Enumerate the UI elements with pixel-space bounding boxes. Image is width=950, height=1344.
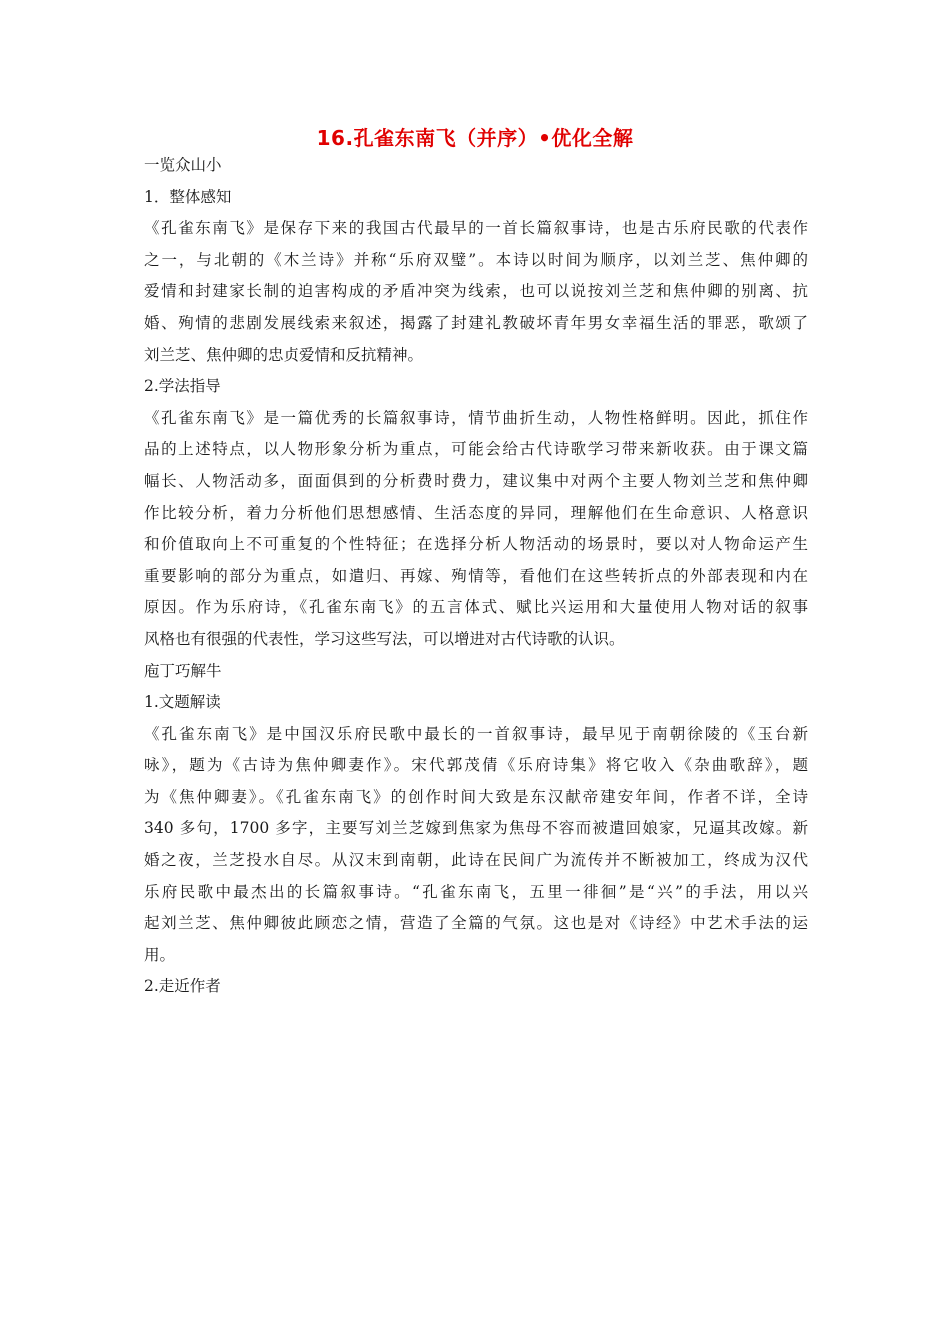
paragraph-line: 《孔雀东南飞》是中国汉乐府民歌中最长的一首叙事诗，最早见于南朝徐陵的《玉台新: [144, 724, 808, 743]
paragraph-line: 乐府民歌中最杰出的长篇叙事诗。“孔雀东南飞，五里一徘徊”是“兴”的手法，用以兴: [144, 882, 808, 901]
subheading-title-interpretation: 1.文题解读: [144, 693, 221, 712]
paragraph-line: 用。: [144, 945, 176, 964]
paragraph-line: 《孔雀东南飞》是一篇优秀的长篇叙事诗，情节曲折生动，人物性格鲜明。因此，抓住作: [144, 408, 808, 427]
paragraph-line: 刘兰芝、焦仲卿的忠贞爱情和反抗精神。: [144, 345, 424, 364]
paragraph-line: 之一，与北朝的《木兰诗》并称“乐府双璧”。本诗以时间为顺序，以刘兰芝、焦仲卿的: [144, 250, 808, 269]
subheading-about-author: 2.走近作者: [144, 977, 221, 996]
paragraph-line: 品的上述特点，以人物形象分析为重点，可能会给古代诗歌学习带来新收获。由于课文篇: [144, 440, 808, 459]
paragraph-line: 和价值取向上不可重复的个性特征；在选择分析人物活动的场景时，要以对人物命运产生: [144, 535, 808, 554]
paragraph-line: 风格也有很强的代表性，学习这些写法，可以增进对古代诗歌的认识。: [144, 629, 625, 648]
paragraph-line: 幅长、人物活动多，面面俱到的分析费时费力，建议集中对两个主要人物刘兰芝和焦仲卿: [144, 471, 808, 490]
document-body: [144, 150, 808, 1003]
paragraph-line: 340 多句，1700 多字，主要写刘兰芝嫁到焦家为焦母不容而被遣回娘家，兄逼其改嫁。新: [144, 819, 808, 838]
subheading-overall-perception: 1．整体感知: [144, 187, 232, 206]
paragraph-line: 起刘兰芝、焦仲卿彼此顾恋之情，营造了全篇的气氛。这也是对《诗经》中艺术手法的运: [144, 914, 808, 933]
paragraph-line: 婚、殉情的悲剧发展线索来叙述，揭露了封建礼教破坏青年男女幸福生活的罪恶，歌颂了: [144, 313, 808, 332]
document-title: 16.孔雀东南飞（并序）•优化全解: [316, 126, 634, 150]
paragraph-line: 原因。作为乐府诗，《孔雀东南飞》的五言体式、赋比兴运用和大量使用人物对话的叙事: [144, 598, 808, 617]
paragraph-line: 《孔雀东南飞》是保存下来的我国古代最早的一首长篇叙事诗，也是古乐府民歌的代表作: [144, 219, 808, 238]
subheading-study-guide: 2.学法指导: [144, 377, 221, 396]
section-heading-analysis: 庖丁巧解牛: [144, 661, 222, 680]
paragraph-line: 作比较分析，着力分析他们思想感情、生活态度的异同，理解他们在生命意识、人格意识: [144, 503, 808, 522]
section-heading-overview: 一览众山小: [144, 156, 222, 174]
paragraph-line: 婚之夜，兰芝投水自尽。从汉末到南朝，此诗在民间广为流传并不断被加工，终成为汉代: [144, 851, 808, 870]
paragraph-line: 重要影响的部分为重点，如遣归、再嫁、殉情等，看他们在这些转折点的外部表现和内在: [144, 566, 808, 585]
paragraph-line: 咏》，题为《古诗为焦仲卿妻作》。宋代郭茂倩《乐府诗集》将它收入《杂曲歌辞》，题: [144, 756, 808, 775]
paragraph-line: 为《焦仲卿妻》。《孔雀东南飞》的创作时间大致是东汉献帝建安年间，作者不详，全诗: [144, 787, 808, 806]
paragraph-line: 爱情和封建家长制的迫害构成的矛盾冲突为线索，也可以说按刘兰芝和焦仲卿的别离、抗: [144, 282, 808, 301]
